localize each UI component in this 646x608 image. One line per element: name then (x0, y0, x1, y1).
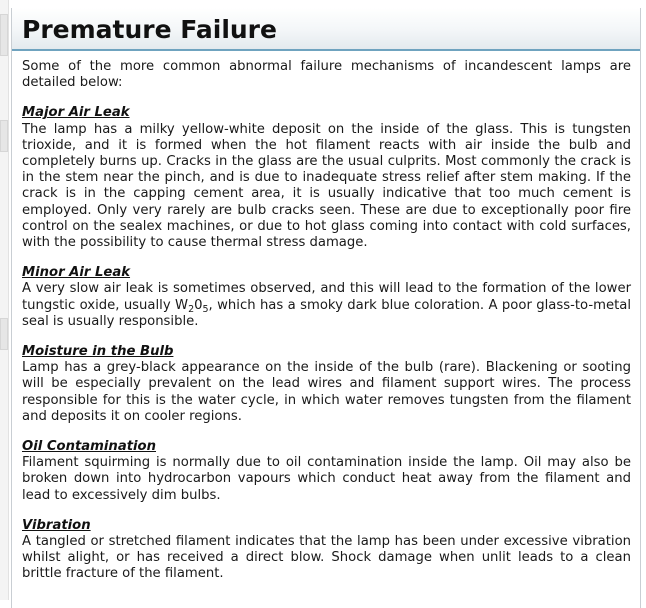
section-moisture-in-the-bulb (22, 344, 631, 425)
section-body: A tangled or stretched filament indicates that the lamp has been under excessive vibration whilst alight, or has received a direct blow. Shock damage when unlit leads to a clean brittle fracture of the filament. (22, 534, 631, 582)
body-text: A very slow air leak is sometimes observed, and this will lead to the formation of the lower tungstic oxide, usually W (22, 281, 631, 313)
body-text: 0 (194, 297, 203, 313)
article-header (12, 8, 640, 51)
gutter-mark (0, 120, 8, 152)
section-body: The lamp has a milky yellow-white deposit on the inside of the glass. This is tungsten trioxide, and it is formed when the hot filament reacts with air inside the bulb and completely burns up. Cracks in the glass are the usual culprits. Most commonly the crack is in the stem near the pinch, and is due to inadequate stress relief after stem making. If the crack is in the capping cement area, it is usually indicative that too much cement is employed. Only very rarely are bulb cracks seen. These are due to exceptionally poor fire control on the sealex machines, or due to hot glass coming into contact with cold surfaces, with the possibility to cause thermal stress damage. (22, 121, 631, 251)
gutter-mark (0, 318, 8, 350)
section-heading: Minor Air Leak (22, 265, 131, 281)
section-major-air-leak (22, 105, 631, 251)
intro-paragraph: Some of the more common abnormal failure mechanisms of incandescent lamps are detailed below: (22, 59, 631, 91)
section-body: Filament squirming is normally due to oil contamination inside the lamp. Oil may also be broken down into hydrocarbon vapours which conduct heat away from the filament and lead to excessively dim bulbs. (22, 455, 631, 503)
subscript: 5 (202, 303, 209, 315)
section-heading: Major Air Leak (22, 105, 130, 121)
section-body: Lamp has a grey-black appearance on the inside of the bulb (rare). Blackening or sooting will be especially prevalent on the lead wires and filament support wires. The process responsible for this is the water cycle, in which water removes tungsten from the filament and deposits it on cooler regions. (22, 360, 631, 424)
left-gutter (0, 0, 9, 600)
section-heading: Oil Contamination (22, 439, 156, 455)
section-body (22, 281, 631, 330)
gutter-mark (0, 14, 8, 56)
section-heading: Vibration (22, 517, 91, 533)
section-heading: Moisture in the Bulb (22, 344, 174, 360)
article-content (12, 51, 640, 583)
body-text: , which has a smoky dark blue coloration. A poor glass-to-metal seal is usually responsible. (22, 297, 631, 329)
article-card (11, 8, 641, 608)
section-oil-contamination (22, 439, 631, 504)
section-minor-air-leak (22, 265, 631, 330)
section-vibration (22, 518, 631, 583)
page-title: Premature Failure (22, 15, 277, 44)
subscript: 2 (188, 303, 195, 315)
